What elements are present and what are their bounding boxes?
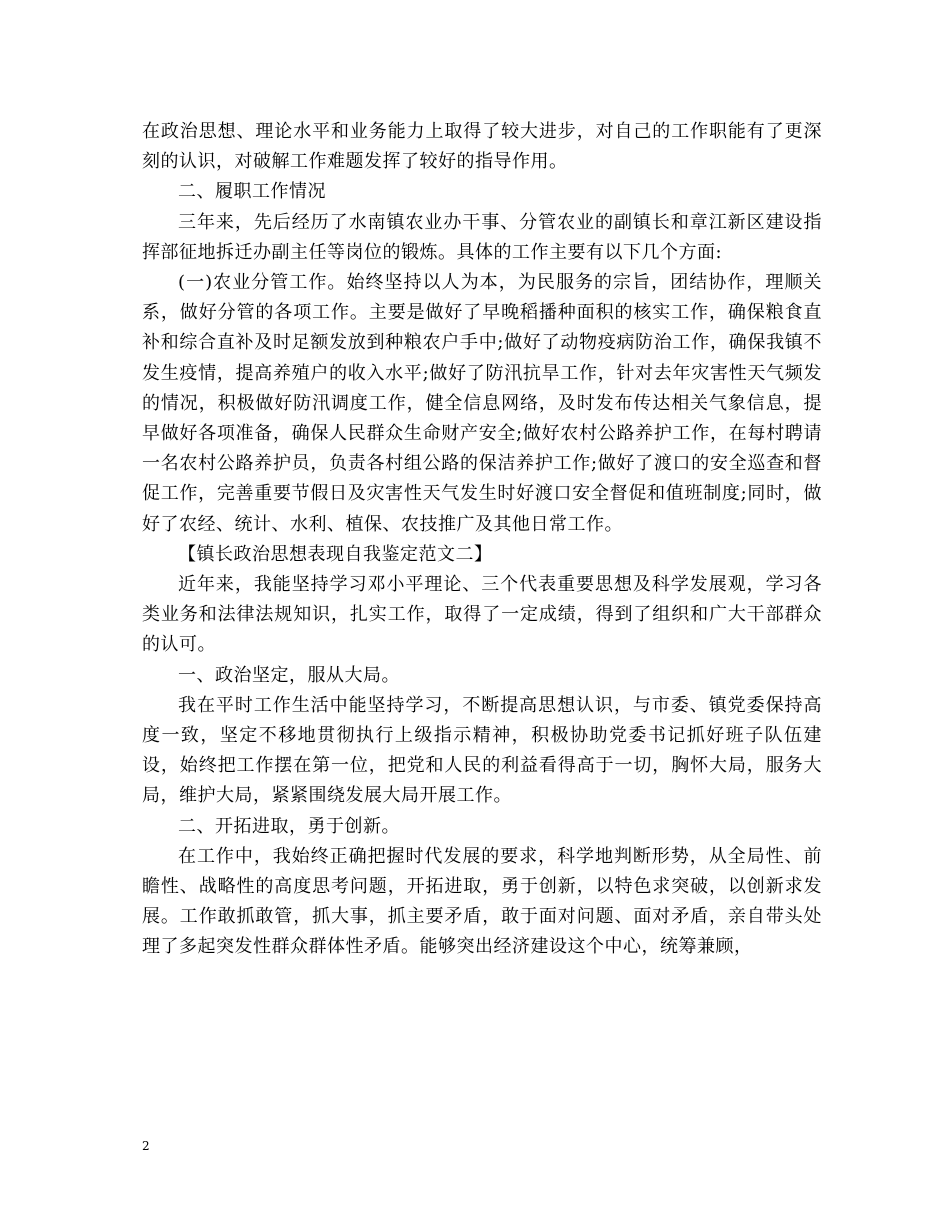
paragraph: 在政治思想、理论水平和业务能力上取得了较大进步，对自己的工作职能有了更深刻的认识，对破解工作难题发挥了较好的指导作用。	[142, 121, 822, 173]
paragraph: 在工作中，我始终正确把握时代发展的要求，科学地判断形势，从全局性、前瞻性、战略性的高度思考问题，开拓进取，勇于创新，以特色求突破，以创新求发展。工作敢抓敢管，抓大事，抓主要矛盾，敢于面对问题、面对矛盾，亲自带头处理了多起突发性群众群体性矛盾。能够突出经济建设这个中心，统筹兼顾，	[142, 845, 822, 958]
section-heading: 二、开拓进取，勇于创新。	[178, 815, 400, 837]
paragraph: 三年来，先后经历了水南镇农业办干事、分管农业的副镇长和章江新区建设指挥部征地拆迁办副主任等岗位的锻炼。具体的工作主要有以下几个方面:	[142, 211, 822, 263]
body-text	[142, 117, 822, 963]
section-heading: 二、履职工作情况	[178, 181, 326, 203]
section-heading: 【镇长政治思想表现自我鉴定范文二】	[178, 543, 493, 565]
page-number: 2	[142, 1139, 150, 1153]
paragraph: 我在平时工作生活中能坚持学习，不断提高思想认识，与市委、镇党委保持高度一致，坚定不移地贯彻执行上级指示精神，积极协助党委书记抓好班子队伍建设，始终把工作摆在第一位，把党和人民的利益看得高于一切，胸怀大局，服务大局，维护大局，紧紧围绕发展大局开展工作。	[142, 694, 822, 807]
paragraph: (一)农业分管工作。始终坚持以人为本，为民服务的宗旨，团结协作，理顺关系，做好分管的各项工作。主要是做好了早晚稻播种面积的核实工作，确保粮食直补和综合直补及时足额发放到种粮农户手中;做好了动物疫病防治工作，确保我镇不发生疫情，提高养殖户的收入水平;做好了防汛抗旱工作，针对去年灾害性天气频发的情况，积极做好防汛调度工作，健全信息网络，及时发布传达相关气象信息，提早做好各项准备，确保人民群众生命财产安全;做好农村公路养护工作，在每村聘请一名农村公路养护员，负责各村组公路的保洁养护工作;做好了渡口的安全巡查和督促工作，完善重要节假日及灾害性天气发生时好渡口安全督促和值班制度;同时，做好了农经、统计、水利、植保、农技推广及其他日常工作。	[142, 272, 822, 535]
paragraph: 近年来，我能坚持学习邓小平理论、三个代表重要思想及科学发展观，学习各类业务和法律法规知识，扎实工作，取得了一定成绩，得到了组织和广大干部群众的认可。	[142, 574, 822, 656]
section-heading: 一、政治坚定，服从大局。	[178, 664, 400, 686]
